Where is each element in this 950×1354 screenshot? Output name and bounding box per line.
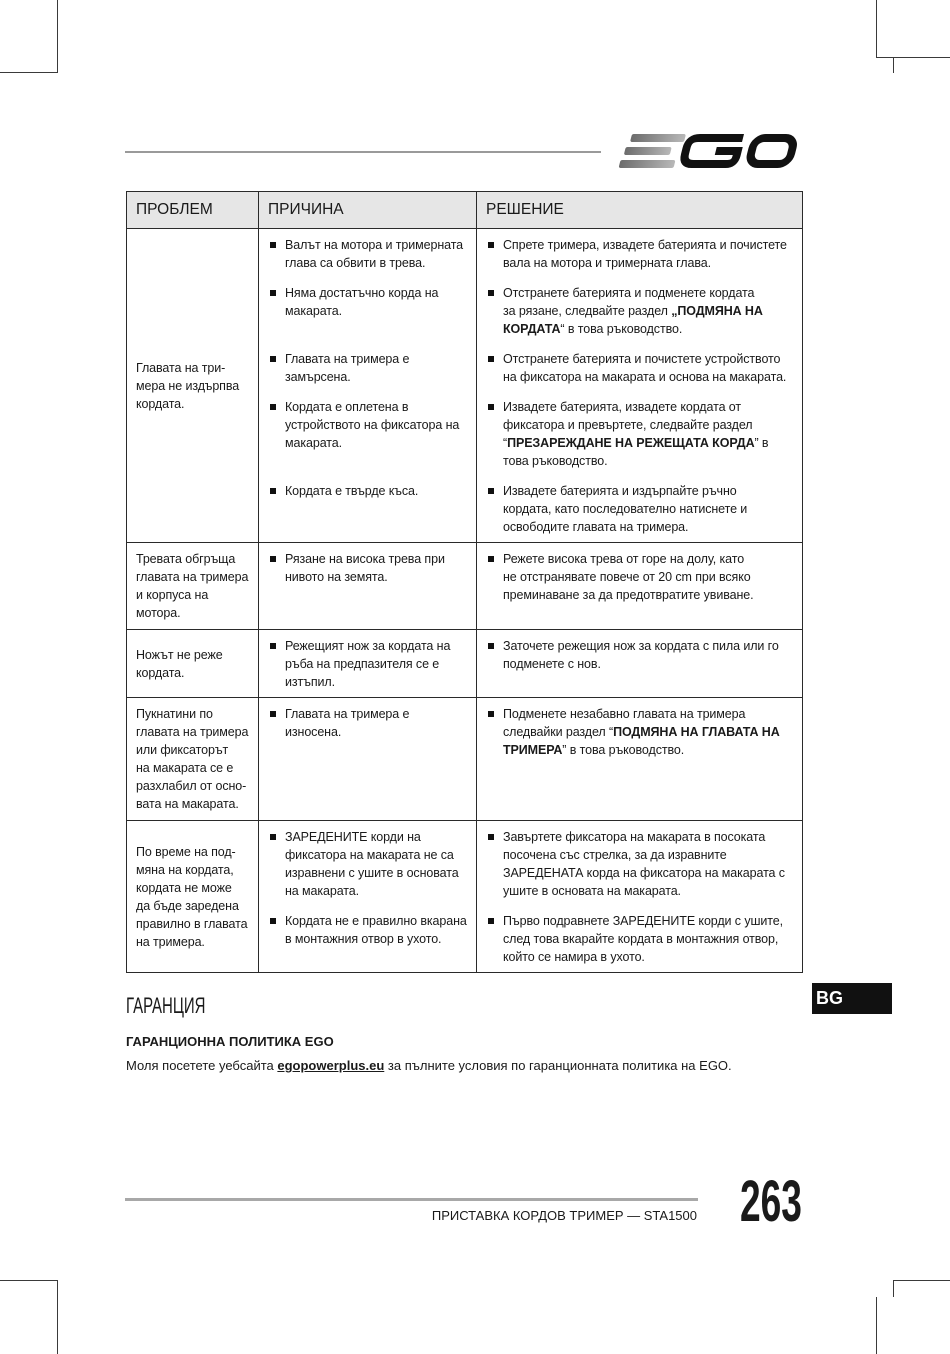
item-text: Подменете незабавно главата на тримера следвайки раздел “	[503, 707, 746, 739]
item-text: “ в това ръководство.	[560, 322, 683, 336]
solution-item	[477, 912, 802, 966]
crop-mark	[0, 72, 57, 73]
problem-cell: Главата на три- мера не издърпва кордата.	[127, 229, 259, 543]
table-body	[127, 229, 803, 973]
cause-cell	[259, 900, 477, 973]
solution-cell	[477, 386, 803, 470]
bullet-icon	[488, 290, 494, 296]
solution-item	[477, 828, 802, 900]
ego-logo	[617, 130, 800, 172]
item-text: Няма достатъчно корда на макарата.	[285, 286, 439, 318]
solution-item	[477, 284, 802, 338]
crop-mark	[876, 57, 950, 58]
bullet-icon	[488, 404, 494, 410]
solution-cell	[477, 630, 803, 698]
solution-item	[477, 550, 802, 604]
section-heading: ГАРАНЦИЯ	[126, 993, 206, 1018]
footer-product-title: ПРИСТАВКА КОРДОВ ТРИМЕР — STA1500	[431, 1208, 697, 1223]
table-row	[127, 229, 803, 273]
logo-e-stripe	[624, 147, 672, 155]
cause-cell	[259, 630, 477, 698]
crop-mark	[893, 1280, 950, 1281]
solution-cell	[477, 900, 803, 973]
item-text: Рязане на висока трева при нивото на земята.	[285, 552, 445, 584]
bullet-icon	[488, 834, 494, 840]
troubleshooting-table	[126, 191, 803, 973]
bold-reference: ПОДМЯНА НА ГЛАВАТА НА ТРИМЕРА	[503, 725, 780, 757]
item-text: Главата на тримера е замърсена.	[285, 352, 410, 384]
problem-cell: По време на под- мяна на кордата, кордата не може да бъде заредена правилно в главата на тримера.	[127, 821, 259, 973]
item-text: Отстранете батерията и подменете кордата за рязане, следвайте раздел	[503, 286, 755, 318]
footer-rule	[125, 1198, 698, 1201]
cause-item	[259, 912, 476, 948]
bullet-icon	[270, 834, 276, 840]
cause-item	[259, 637, 476, 691]
table-row	[127, 698, 803, 821]
cause-item	[259, 350, 476, 386]
crop-mark	[0, 1280, 57, 1281]
crop-mark	[57, 1280, 58, 1354]
bullet-icon	[270, 290, 276, 296]
item-text: Завъртете фиксатора на макарата в посоката посочена със стрелка, за да изравните ЗАРЕДЕНАТА корда на фиксатора на макарата с ушите в основата на макарата.	[503, 830, 785, 898]
solution-item	[477, 350, 802, 386]
crop-mark	[893, 57, 894, 73]
warranty-text-before: Моля посетете уебсайта	[126, 1058, 278, 1073]
crop-mark	[876, 0, 877, 57]
solution-cell	[477, 338, 803, 386]
solution-cell	[477, 698, 803, 821]
solution-cell	[477, 821, 803, 901]
solution-item	[477, 236, 802, 272]
cause-cell	[259, 338, 477, 386]
solution-cell	[477, 272, 803, 338]
item-text: ЗАРЕДЕНИТЕ корди на фиксатора на макарата не са изравнени с ушите в основата на макарата.	[285, 830, 459, 898]
problem-cell: Пукнатини по главата на тримера или фиксаторът на макарата се е разхлабил от осно- вата на макарата.	[127, 698, 259, 821]
bullet-icon	[488, 356, 494, 362]
item-text: Извадете батерията, извадете кордата от фиксатора и превъртете, следвайте раздел “	[503, 400, 753, 450]
cause-item	[259, 398, 476, 452]
cause-cell	[259, 229, 477, 273]
item-text: Отстранете батерията и почистете устройството на фиксатора на макарата и основа на макарата.	[503, 352, 787, 384]
header-problem: ПРОБЛЕМ	[127, 192, 259, 229]
logo-e-stripe	[619, 160, 676, 168]
header-rule	[125, 151, 601, 153]
header-solution: РЕШЕНИЕ	[477, 192, 803, 229]
warranty-text	[126, 1057, 732, 1075]
bullet-icon	[270, 488, 276, 494]
table-header	[127, 192, 803, 229]
solution-cell	[477, 470, 803, 543]
cause-cell	[259, 543, 477, 630]
item-text: Кордата е оплетена в устройството на фиксатора на макарата.	[285, 400, 460, 450]
cause-item	[259, 482, 476, 500]
item-text: Кордата е твърде къса.	[285, 484, 419, 498]
language-tab: BG	[812, 983, 892, 1014]
item-text: Кордата не е правилно вкарана в монтажния отвор в ухото.	[285, 914, 467, 946]
table-header-row	[127, 192, 803, 229]
bullet-icon	[488, 556, 494, 562]
item-text: Спрете тримера, извадете батерията и почистете вала на мотора и тримерната глава.	[503, 238, 787, 270]
bullet-icon	[270, 404, 276, 410]
cause-cell	[259, 698, 477, 821]
cause-cell	[259, 272, 477, 338]
bold-reference: ПРЕЗАРЕЖДАНЕ НА РЕЖЕЩАТА КОРДА	[507, 436, 755, 450]
solution-cell	[477, 229, 803, 273]
solution-item	[477, 637, 802, 673]
bullet-icon	[488, 488, 494, 494]
bullet-icon	[270, 242, 276, 248]
table-row	[127, 821, 803, 901]
bullet-icon	[488, 711, 494, 717]
page-number: 263	[740, 1169, 802, 1234]
item-text: Валът на мотора и тримерната глава са обвити в трева.	[285, 238, 464, 270]
item-text: Режещият нож за кордата на ръба на предпазителя се е изтъпил.	[285, 639, 451, 689]
cause-cell	[259, 470, 477, 543]
bullet-icon	[488, 242, 494, 248]
item-text: Първо подравнете ЗАРЕДЕНИТЕ корди с ушите, след това вкарайте кордата в монтажния отвор, който се намира в ухото.	[503, 914, 783, 964]
solution-item	[477, 398, 802, 470]
problem-cell: Ножът не реже кордата.	[127, 630, 259, 698]
item-text: Главата на тримера е износена.	[285, 707, 410, 739]
section-subheading: ГАРАНЦИОННА ПОЛИТИКА EGO	[126, 1034, 334, 1049]
solution-cell	[477, 543, 803, 630]
table-row	[127, 630, 803, 698]
bullet-icon	[270, 643, 276, 649]
cause-cell	[259, 821, 477, 901]
crop-mark	[57, 0, 58, 73]
cause-item	[259, 236, 476, 272]
item-text: ” в това ръководство.	[503, 436, 769, 468]
table-row	[127, 543, 803, 630]
cause-item	[259, 550, 476, 586]
crop-mark	[876, 1297, 877, 1354]
bullet-icon	[270, 556, 276, 562]
solution-item	[477, 482, 802, 536]
website-link[interactable]: egopowerplus.eu	[277, 1058, 385, 1073]
bullet-icon	[488, 918, 494, 924]
item-text: Заточете режещия нож за кордата с пила или го подменете с нов.	[503, 639, 779, 671]
logo-e-stripe	[630, 134, 686, 142]
bullet-icon	[270, 711, 276, 717]
bullet-icon	[488, 643, 494, 649]
bullet-icon	[270, 356, 276, 362]
problem-cell: Тревата обгръща главата на тримера и корпуса на мотора.	[127, 543, 259, 630]
warranty-text-after: за пълните условия по гаранционната политика на EGO.	[384, 1058, 732, 1073]
item-text: ” в това ръководство.	[562, 743, 685, 757]
solution-item	[477, 705, 802, 759]
cause-item	[259, 284, 476, 320]
bold-reference: „ПОДМЯНА НА КОРДАТА	[503, 304, 763, 336]
cause-cell	[259, 386, 477, 470]
item-text: Извадете батерията и издърпайте ръчно кордата, като последователно натиснете и освободите главата на тримера.	[503, 484, 748, 534]
item-text: Режете висока трева от горе на долу, като не отстранявате повече от 20 cm при всяко преминаване за да предотвратите увиване.	[503, 552, 754, 602]
logo-o-letter	[749, 138, 795, 164]
cause-item	[259, 828, 476, 900]
header-cause: ПРИЧИНА	[259, 192, 477, 229]
cause-item	[259, 705, 476, 741]
crop-mark	[893, 1280, 894, 1297]
logo-g-letter	[683, 138, 743, 164]
bullet-icon	[270, 918, 276, 924]
